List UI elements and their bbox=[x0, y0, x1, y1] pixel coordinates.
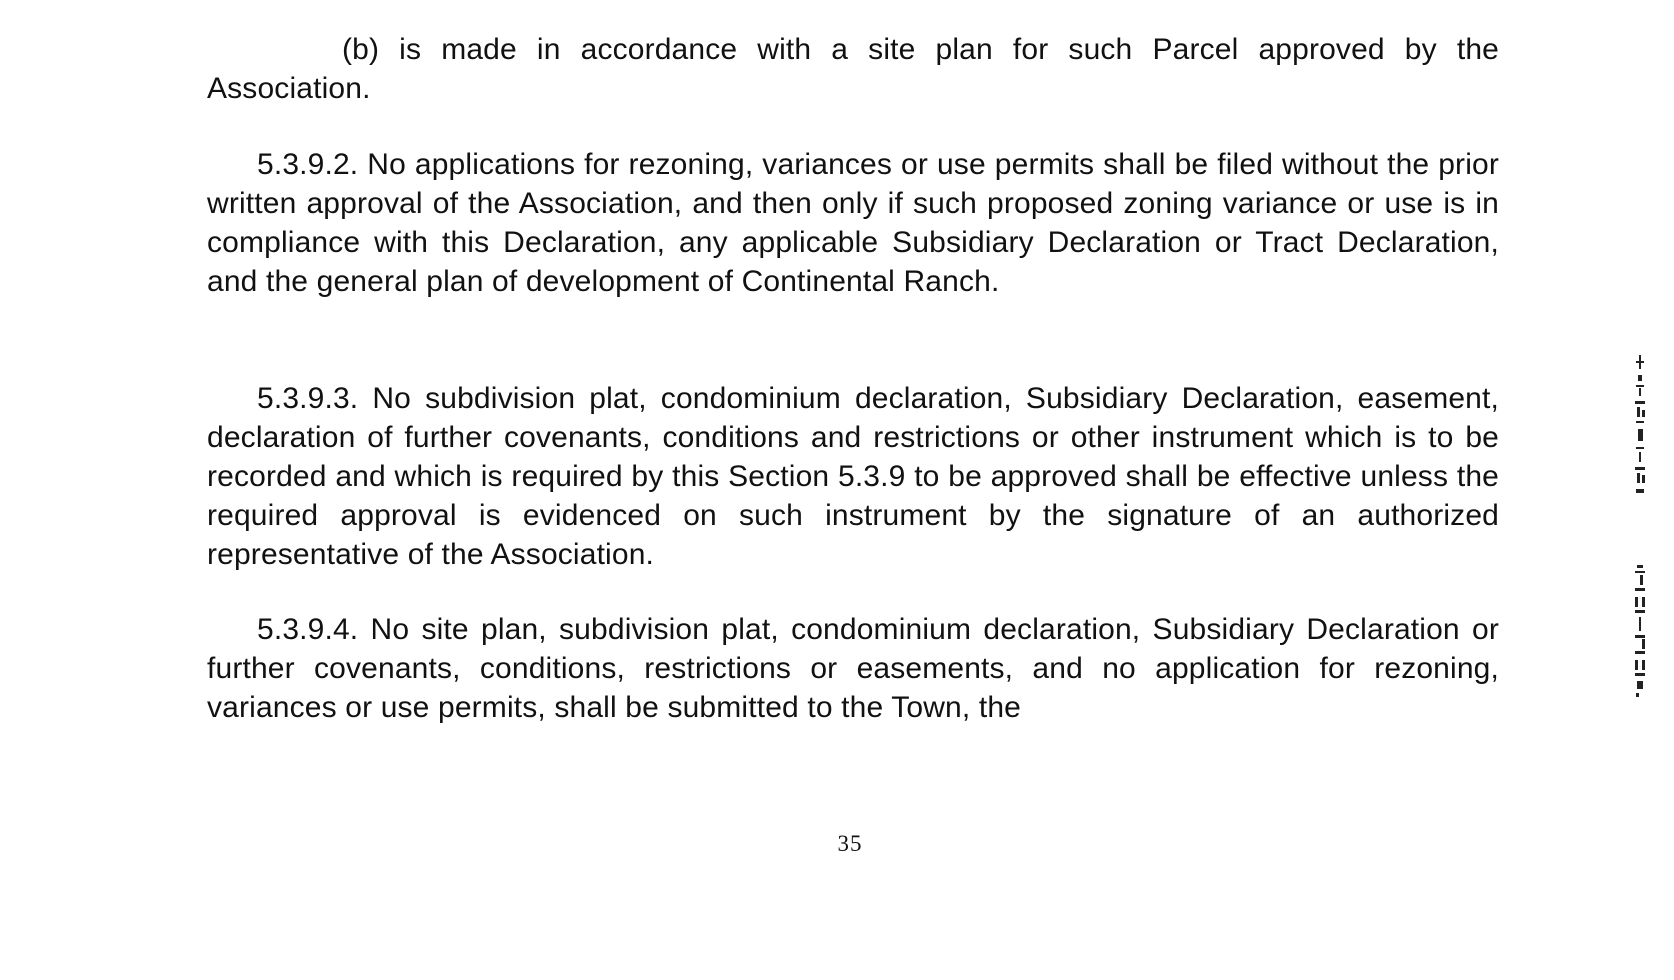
paragraph-text: 5.3.9.4. No site plan, subdivision plat, condominium declaration, Subsidiary Declaration or further covenants, conditions, restrictions or easements, and no application for rezoning, variances or use permits, shall be submitted to the Town, the bbox=[207, 613, 1499, 724]
vertical-recording-stamp-icon bbox=[1628, 355, 1652, 700]
page-number: 35 bbox=[837, 831, 863, 856]
paragraph-5-3-9-3 bbox=[207, 379, 1499, 574]
paragraph-5-3-9-4 bbox=[207, 610, 1499, 727]
paragraph-b bbox=[207, 30, 1499, 108]
paragraph-text: 5.3.9.2. No applications for rezoning, variances or use permits shall be filed without the prior written approval of the Association, and then only if such proposed zoning variance or use is in compliance with this Declaration, any applicable Subsidiary Declaration or Tract Declaration, and the general plan of development of Continental Ranch. bbox=[207, 148, 1499, 298]
paragraph-5-3-9-2 bbox=[207, 145, 1499, 301]
paragraph-text: (b) is made in accordance with a site plan for such Parcel approved by the Association. bbox=[207, 33, 1499, 105]
paragraph-text: 5.3.9.3. No subdivision plat, condominium declaration, Subsidiary Declaration, easement, declaration of further covenants, conditions and restrictions or other instrument which is to be recorded and which is required by this Section 5.3.9 to be approved shall be effective unless the required approval is evidenced on such instrument by the signature of an authorized representative of the Association. bbox=[207, 382, 1499, 571]
